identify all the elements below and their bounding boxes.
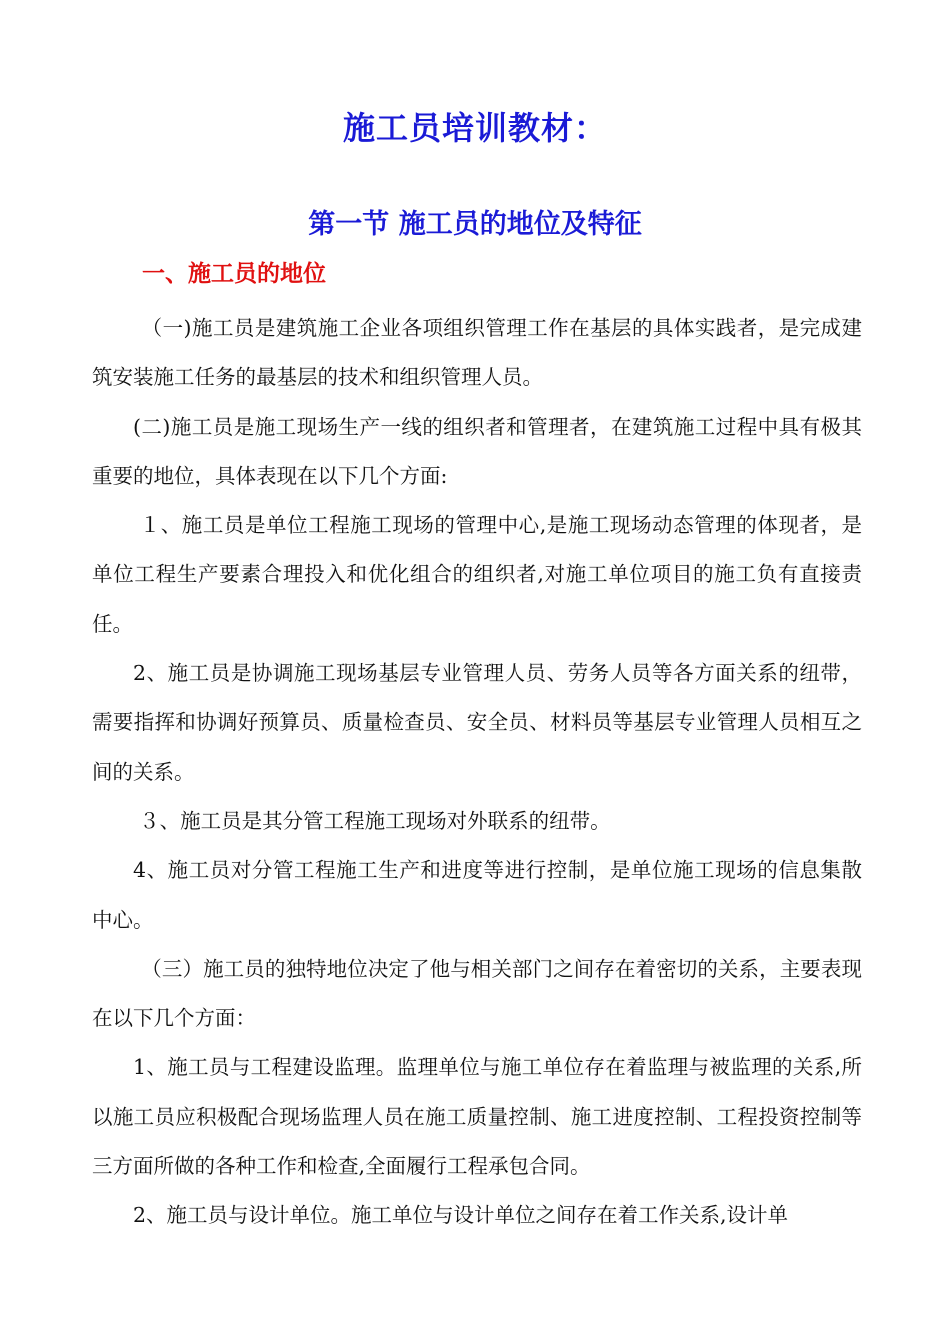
paragraph: ３、施工员是其分管工程施工现场对外联系的纽带。 bbox=[139, 808, 611, 833]
paragraph: １、施工员是单位工程施工现场的管理中心,是施工现场动态管理的体现者，是单位工程生产要素合理投入和优化组合的组织者,对施工单位项目的施工负有直接责任。 bbox=[92, 513, 862, 636]
body-text bbox=[92, 304, 862, 1241]
document-title: 施工员培训教材： bbox=[342, 109, 607, 147]
paragraph: 4、施工员对分管工程施工生产和进度等进行控制，是单位施工现场的信息集散中心。 bbox=[92, 858, 862, 932]
paragraph: (二)施工员是施工现场生产一线的组织者和管理者，在建筑施工过程中具有极其重要的地位，具体表现在以下几个方面: bbox=[92, 414, 862, 488]
section-title: 第一节 施工员的地位及特征 bbox=[308, 209, 642, 240]
subsection-title: 一、施工员的地位 bbox=[142, 260, 326, 287]
paragraph: 2、施工员是协调施工现场基层专业管理人员、劳务人员等各方面关系的纽带，需要指挥和协调好预算员、质量检查员、安全员、材料员等基层专业管理人员相互之间的关系。 bbox=[92, 661, 862, 784]
paragraph: （一)施工员是建筑施工企业各项组织管理工作在基层的具体实践者，是完成建筑安装施工任务的最基层的技术和组织管理人员。 bbox=[92, 316, 862, 390]
paragraph: 1、施工员与工程建设监理。监理单位与施工单位存在着监理与被监理的关系,所以施工员应积极配合现场监理人员在施工质量控制、施工进度控制、工程投资控制等三方面所做的各种工作和检查,全面履行工程承包合同。 bbox=[92, 1055, 862, 1179]
paragraph: 2、施工员与设计单位。施工单位与设计单位之间存在着工作关系,设计单 bbox=[133, 1203, 789, 1228]
paragraph: （三）施工员的独特地位决定了他与相关部门之间存在着密切的关系，主要表现在以下几个方面： bbox=[92, 956, 862, 1031]
